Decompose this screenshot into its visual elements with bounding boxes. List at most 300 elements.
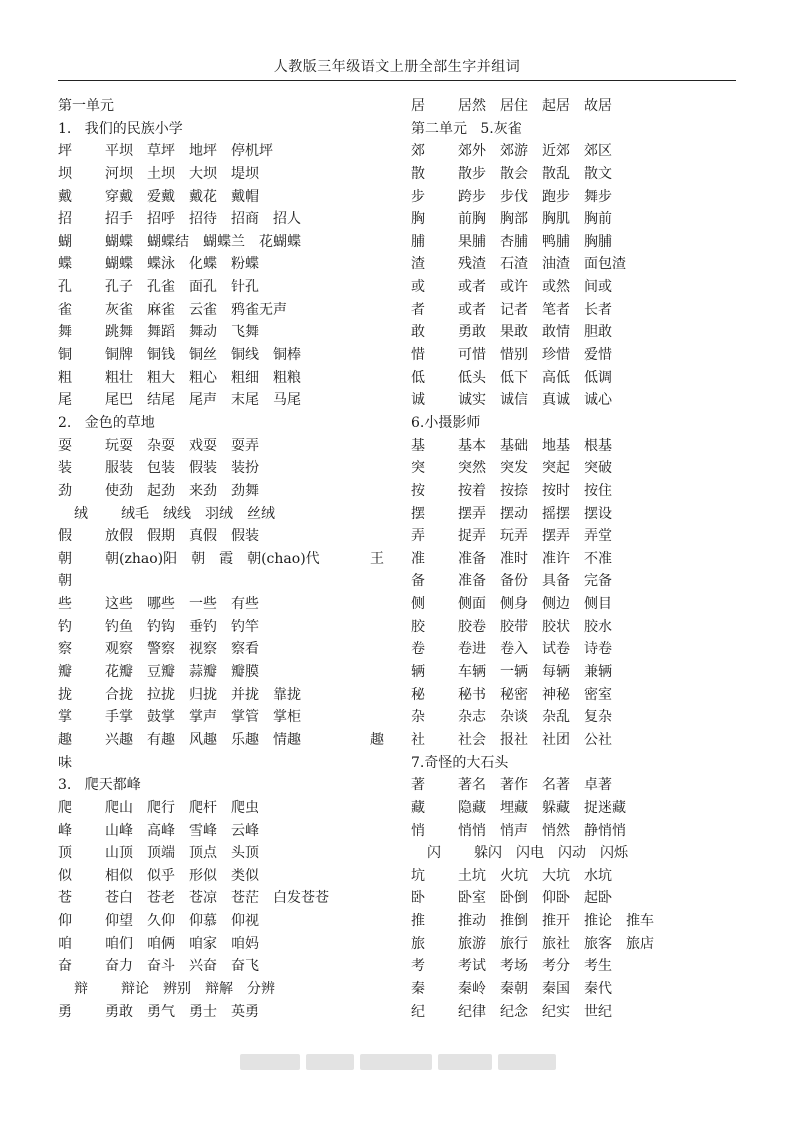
word: 起居 bbox=[542, 98, 570, 114]
section-title-text: 6.小摄影师 bbox=[411, 414, 481, 431]
word: 旅游 bbox=[458, 935, 486, 952]
left-row bbox=[58, 661, 398, 684]
character: 些 bbox=[58, 596, 72, 613]
word: 爬行 bbox=[147, 799, 175, 816]
word: 推开 bbox=[542, 913, 570, 930]
word: 头顶 bbox=[231, 845, 259, 862]
left-row bbox=[58, 140, 398, 163]
word: 勇气 bbox=[147, 1003, 175, 1020]
word: 诚心 bbox=[584, 392, 612, 409]
right-section-title bbox=[411, 118, 741, 141]
right-row bbox=[411, 231, 741, 254]
word: 奋斗 bbox=[147, 958, 175, 975]
word: 舞步 bbox=[584, 188, 612, 205]
word: 胆敢 bbox=[584, 324, 612, 341]
left-section-title bbox=[58, 774, 398, 797]
word: 这些 bbox=[105, 596, 133, 613]
word: 旅行 bbox=[500, 935, 528, 952]
word: 前胸 bbox=[458, 211, 486, 228]
word: 一些 bbox=[189, 596, 217, 613]
word: 蝴蝶结 bbox=[147, 233, 189, 250]
word: 或者 bbox=[458, 301, 486, 318]
character: 按 bbox=[411, 482, 425, 499]
word: 基础 bbox=[500, 437, 528, 454]
character: 趣 bbox=[58, 731, 72, 748]
character: 社 bbox=[411, 731, 425, 748]
section-title-text: 1. 我们的民族小学 bbox=[58, 120, 183, 137]
right-row bbox=[411, 933, 741, 956]
word: 躲藏 bbox=[542, 799, 570, 816]
character: 散 bbox=[411, 165, 425, 182]
word: 兴趣 bbox=[105, 731, 133, 748]
word: 勇敢 bbox=[105, 1003, 133, 1020]
word: 郊外 bbox=[458, 143, 486, 160]
word: 靠拢 bbox=[273, 686, 301, 703]
word: 铜棒 bbox=[273, 347, 301, 364]
character: 考 bbox=[411, 958, 425, 975]
right-row bbox=[411, 548, 741, 571]
word: 秦朝 bbox=[500, 980, 528, 997]
word: 悄然 bbox=[542, 822, 570, 839]
word: 地坪 bbox=[189, 143, 217, 160]
word: 秦代 bbox=[584, 980, 612, 997]
word: 或许 bbox=[500, 279, 528, 296]
character: 钓 bbox=[58, 618, 72, 635]
word: 跑步 bbox=[542, 188, 570, 205]
character: 坑 bbox=[411, 867, 425, 884]
word: 真假 bbox=[189, 528, 217, 545]
word: 诚实 bbox=[458, 392, 486, 409]
word: 摇摆 bbox=[542, 505, 570, 522]
word: 公社 bbox=[584, 731, 612, 748]
right-row bbox=[411, 140, 741, 163]
word: 勇士 bbox=[189, 1003, 217, 1020]
character: 蝴 bbox=[58, 233, 72, 250]
word: 摆设 bbox=[584, 505, 612, 522]
word: 警察 bbox=[147, 641, 175, 658]
word: 侧身 bbox=[500, 596, 528, 613]
word: 秘书 bbox=[458, 686, 486, 703]
word: 胸脯 bbox=[584, 233, 612, 250]
right-row bbox=[411, 955, 741, 978]
word: 推动 bbox=[458, 913, 486, 930]
section-title-text: 第一单元 bbox=[58, 98, 114, 114]
character: 仰 bbox=[58, 913, 72, 930]
right-row bbox=[411, 321, 741, 344]
character: 绒 bbox=[74, 505, 88, 522]
word: 针孔 bbox=[231, 279, 259, 296]
character: 者 bbox=[411, 301, 425, 318]
word: 朝(zhao)阳 bbox=[105, 550, 178, 567]
word: 秦国 bbox=[542, 980, 570, 997]
word: 末尾 bbox=[231, 392, 259, 409]
word: 低调 bbox=[584, 369, 612, 386]
left-column bbox=[58, 95, 398, 1023]
word: 爬山 bbox=[105, 799, 133, 816]
word: 诚信 bbox=[500, 392, 528, 409]
left-row bbox=[58, 616, 398, 639]
right-row bbox=[411, 820, 741, 843]
word: 弄堂 bbox=[584, 528, 612, 545]
character: 惜 bbox=[411, 347, 425, 364]
word: 拉拢 bbox=[147, 686, 175, 703]
word: 尾巴 bbox=[105, 392, 133, 409]
word: 每辆 bbox=[542, 664, 570, 681]
word: 乐趣 bbox=[231, 731, 259, 748]
word: 胸肌 bbox=[542, 211, 570, 228]
character: 脯 bbox=[411, 233, 425, 250]
word: 郊区 bbox=[584, 143, 612, 160]
word: 高峰 bbox=[147, 822, 175, 839]
left-row bbox=[58, 299, 398, 322]
word: 孔雀 bbox=[147, 279, 175, 296]
word: 埋藏 bbox=[500, 799, 528, 816]
character: 辩 bbox=[74, 980, 88, 997]
word: 大坝 bbox=[189, 165, 217, 182]
word: 复杂 bbox=[584, 709, 612, 726]
character: 或 bbox=[411, 279, 425, 296]
left-section-title bbox=[58, 752, 398, 775]
left-row bbox=[58, 684, 398, 707]
right-row bbox=[411, 593, 741, 616]
character: 孔 bbox=[58, 279, 72, 296]
character: 顶 bbox=[58, 845, 72, 862]
word: 粗大 bbox=[147, 369, 175, 386]
left-row bbox=[58, 1001, 398, 1024]
word: 仰望 bbox=[105, 913, 133, 930]
word: 辩解 bbox=[205, 980, 233, 997]
word: 不准 bbox=[584, 550, 612, 567]
character: 铜 bbox=[58, 347, 72, 364]
word: 郊游 bbox=[500, 143, 528, 160]
word: 准备 bbox=[458, 550, 486, 567]
word: 报社 bbox=[500, 731, 528, 748]
word: 故居 bbox=[584, 98, 612, 114]
word: 卷进 bbox=[458, 641, 486, 658]
word: 考分 bbox=[542, 958, 570, 975]
word: 装扮 bbox=[231, 460, 259, 477]
word: 类似 bbox=[231, 867, 259, 884]
right-section-title bbox=[411, 752, 741, 775]
word: 顶点 bbox=[189, 845, 217, 862]
character: 辆 bbox=[411, 664, 425, 681]
word: 咱俩 bbox=[147, 935, 175, 952]
word: 散乱 bbox=[542, 165, 570, 182]
character: 著 bbox=[411, 777, 425, 794]
right-row bbox=[411, 570, 741, 593]
character: 峰 bbox=[58, 822, 72, 839]
word: 准备 bbox=[458, 573, 486, 590]
word: 旅客 bbox=[584, 935, 612, 952]
word: 悄悄 bbox=[458, 822, 486, 839]
character: 闪 bbox=[427, 845, 441, 862]
word: 试卷 bbox=[542, 641, 570, 658]
word: 摆动 bbox=[500, 505, 528, 522]
word: 突破 bbox=[584, 460, 612, 477]
character: 耍 bbox=[58, 437, 72, 454]
word: 考生 bbox=[584, 958, 612, 975]
word: 胶状 bbox=[542, 618, 570, 635]
character: 郊 bbox=[411, 143, 425, 160]
word: 按时 bbox=[542, 482, 570, 499]
character: 察 bbox=[58, 641, 72, 658]
character: 咱 bbox=[58, 935, 72, 952]
word: 平坝 bbox=[105, 143, 133, 160]
word: 鸭脯 bbox=[542, 233, 570, 250]
word: 停机坪 bbox=[231, 143, 273, 160]
character: 装 bbox=[58, 460, 72, 477]
word: 杂耍 bbox=[147, 437, 175, 454]
word: 顶端 bbox=[147, 845, 175, 862]
word: 似乎 bbox=[147, 867, 175, 884]
word: 爱惜 bbox=[584, 347, 612, 364]
right-row bbox=[411, 774, 741, 797]
right-row bbox=[411, 910, 741, 933]
word: 诗卷 bbox=[584, 641, 612, 658]
word: 瓣膜 bbox=[231, 664, 259, 681]
left-row bbox=[58, 163, 398, 186]
word: 粗壮 bbox=[105, 369, 133, 386]
word: 摆弄 bbox=[542, 528, 570, 545]
left-row bbox=[58, 706, 398, 729]
character: 蝶 bbox=[58, 256, 72, 273]
word: 一辆 bbox=[500, 664, 528, 681]
word: 戴花 bbox=[189, 188, 217, 205]
character: 藏 bbox=[411, 799, 425, 816]
left-row bbox=[58, 978, 398, 1001]
word: 水坑 bbox=[584, 867, 612, 884]
character: 低 bbox=[411, 369, 425, 386]
left-row bbox=[58, 525, 398, 548]
word: 灰雀 bbox=[105, 301, 133, 318]
word: 敢情 bbox=[542, 324, 570, 341]
word: 铜丝 bbox=[189, 347, 217, 364]
left-row bbox=[58, 887, 398, 910]
left-row bbox=[58, 593, 398, 616]
right-row bbox=[411, 706, 741, 729]
character: 拢 bbox=[58, 686, 72, 703]
word: 奋飞 bbox=[231, 958, 259, 975]
left-row bbox=[58, 208, 398, 231]
character: 摆 bbox=[411, 505, 425, 522]
character: 戴 bbox=[58, 188, 72, 205]
word: 铜牌 bbox=[105, 347, 133, 364]
right-row bbox=[411, 208, 741, 231]
word: 鸦雀无声 bbox=[231, 301, 287, 318]
word: 具备 bbox=[542, 573, 570, 590]
character: 杂 bbox=[411, 709, 425, 726]
character: 舞 bbox=[58, 324, 72, 341]
word: 捉弄 bbox=[458, 528, 486, 545]
left-row bbox=[58, 933, 398, 956]
word: 铜线 bbox=[231, 347, 259, 364]
word: 面包渣 bbox=[584, 256, 626, 273]
word: 河坝 bbox=[105, 165, 133, 182]
character: 胸 bbox=[411, 211, 425, 228]
word: 神秘 bbox=[542, 686, 570, 703]
character: 准 bbox=[411, 550, 425, 567]
right-row bbox=[411, 661, 741, 684]
word: 考场 bbox=[500, 958, 528, 975]
word: 仰卧 bbox=[542, 890, 570, 907]
word: 躲闪 bbox=[474, 845, 502, 862]
word: 完备 bbox=[584, 573, 612, 590]
word: 低头 bbox=[458, 369, 486, 386]
section-title-text: 7.奇怪的大石头 bbox=[411, 754, 509, 771]
character: 纪 bbox=[411, 1003, 425, 1020]
word: 归拢 bbox=[189, 686, 217, 703]
word: 胶水 bbox=[584, 618, 612, 635]
word: 蝴蝶 bbox=[105, 256, 133, 273]
word: 长者 bbox=[584, 301, 612, 318]
character: 侧 bbox=[411, 596, 425, 613]
word: 山顶 bbox=[105, 845, 133, 862]
word: 面孔 bbox=[189, 279, 217, 296]
word: 胸前 bbox=[584, 211, 612, 228]
word: 化蝶 bbox=[189, 256, 217, 273]
word: 根基 bbox=[584, 437, 612, 454]
word: 粗心 bbox=[189, 369, 217, 386]
left-row bbox=[58, 435, 398, 458]
word: 卓著 bbox=[584, 777, 612, 794]
word: 视察 bbox=[189, 641, 217, 658]
word: 飞舞 bbox=[231, 324, 259, 341]
right-row bbox=[411, 503, 741, 526]
word: 苍凉 bbox=[189, 890, 217, 907]
word: 朝 bbox=[191, 550, 206, 567]
left-section-title bbox=[58, 95, 398, 118]
word: 考试 bbox=[458, 958, 486, 975]
character: 朝 bbox=[58, 550, 72, 567]
word: 旅社 bbox=[542, 935, 570, 952]
word: 麻雀 bbox=[147, 301, 175, 318]
word: 蝶泳 bbox=[147, 256, 175, 273]
right-row bbox=[411, 367, 741, 390]
character: 居 bbox=[411, 98, 425, 114]
word: 粗细 bbox=[231, 369, 259, 386]
word: 分辨 bbox=[247, 980, 275, 997]
right-row bbox=[411, 457, 741, 480]
word: 观察 bbox=[105, 641, 133, 658]
word: 推车 bbox=[626, 913, 654, 930]
right-section-title bbox=[411, 412, 741, 435]
word: 跨步 bbox=[458, 188, 486, 205]
word: 掌柜 bbox=[273, 709, 301, 726]
footer-watermark bbox=[240, 1054, 556, 1070]
left-row bbox=[58, 729, 398, 752]
word: 放假 bbox=[105, 528, 133, 545]
left-row bbox=[58, 186, 398, 209]
character: 招 bbox=[58, 211, 72, 228]
word: 孔子 bbox=[105, 279, 133, 296]
word: 纪念 bbox=[500, 1003, 528, 1020]
word: 来劲 bbox=[189, 482, 217, 499]
word: 推倒 bbox=[500, 913, 528, 930]
word: 兼辆 bbox=[584, 664, 612, 681]
word: 爱戴 bbox=[147, 188, 175, 205]
word: 杂谈 bbox=[500, 709, 528, 726]
word: 卧倒 bbox=[500, 890, 528, 907]
left-row bbox=[58, 344, 398, 367]
character: 似 bbox=[58, 867, 72, 884]
right-row bbox=[411, 729, 741, 752]
right-column bbox=[411, 95, 741, 1023]
word: 招手 bbox=[105, 211, 133, 228]
word: 爬杆 bbox=[189, 799, 217, 816]
word: 捉迷藏 bbox=[584, 799, 626, 816]
word: 花瓣 bbox=[105, 664, 133, 681]
right-row bbox=[411, 616, 741, 639]
character: 粗 bbox=[58, 369, 72, 386]
word: 珍惜 bbox=[542, 347, 570, 364]
character: 旅 bbox=[411, 935, 425, 952]
left-row bbox=[58, 842, 398, 865]
word: 或者 bbox=[458, 279, 486, 296]
word-continuation: 王 bbox=[370, 550, 384, 567]
word: 白发苍苍 bbox=[273, 890, 329, 907]
right-row bbox=[411, 186, 741, 209]
word: 豆瓣 bbox=[147, 664, 175, 681]
word: 散文 bbox=[584, 165, 612, 182]
word: 形似 bbox=[189, 867, 217, 884]
word: 近郊 bbox=[542, 143, 570, 160]
character: 坪 bbox=[58, 143, 72, 160]
word: 卷入 bbox=[500, 641, 528, 658]
word: 油渣 bbox=[542, 256, 570, 273]
word: 兴奋 bbox=[189, 958, 217, 975]
word: 低下 bbox=[500, 369, 528, 386]
word: 静悄悄 bbox=[584, 822, 626, 839]
left-row bbox=[58, 480, 398, 503]
word: 摆弄 bbox=[458, 505, 486, 522]
right-row bbox=[411, 299, 741, 322]
word: 准许 bbox=[542, 550, 570, 567]
word: 备份 bbox=[500, 573, 528, 590]
word: 云峰 bbox=[231, 822, 259, 839]
word: 侧边 bbox=[542, 596, 570, 613]
word: 尾声 bbox=[189, 392, 217, 409]
word: 悄声 bbox=[500, 822, 528, 839]
section-title-text: 3. 爬天都峰 bbox=[58, 777, 141, 794]
right-row bbox=[411, 978, 741, 1001]
word: 钓钩 bbox=[147, 618, 175, 635]
word: 按住 bbox=[584, 482, 612, 499]
word: 著作 bbox=[500, 777, 528, 794]
word: 戏耍 bbox=[189, 437, 217, 454]
word: 咱妈 bbox=[231, 935, 259, 952]
word: 咱们 bbox=[105, 935, 133, 952]
word: 按捺 bbox=[500, 482, 528, 499]
word: 果脯 bbox=[458, 233, 486, 250]
word: 奋力 bbox=[105, 958, 133, 975]
word: 相似 bbox=[105, 867, 133, 884]
word: 真诚 bbox=[542, 392, 570, 409]
word: 著名 bbox=[458, 777, 486, 794]
word: 社会 bbox=[458, 731, 486, 748]
character: 卧 bbox=[411, 890, 425, 907]
left-section-title bbox=[58, 118, 398, 141]
word: 舞动 bbox=[189, 324, 217, 341]
word: 车辆 bbox=[458, 664, 486, 681]
word: 胶带 bbox=[500, 618, 528, 635]
word: 推论 bbox=[584, 913, 612, 930]
character: 敢 bbox=[411, 324, 425, 341]
character: 爬 bbox=[58, 799, 72, 816]
word: 世纪 bbox=[584, 1003, 612, 1020]
left-section-title bbox=[58, 570, 398, 593]
word: 蝴蝶兰 bbox=[203, 233, 245, 250]
section-title-text: 2. 金色的草地 bbox=[58, 414, 155, 431]
